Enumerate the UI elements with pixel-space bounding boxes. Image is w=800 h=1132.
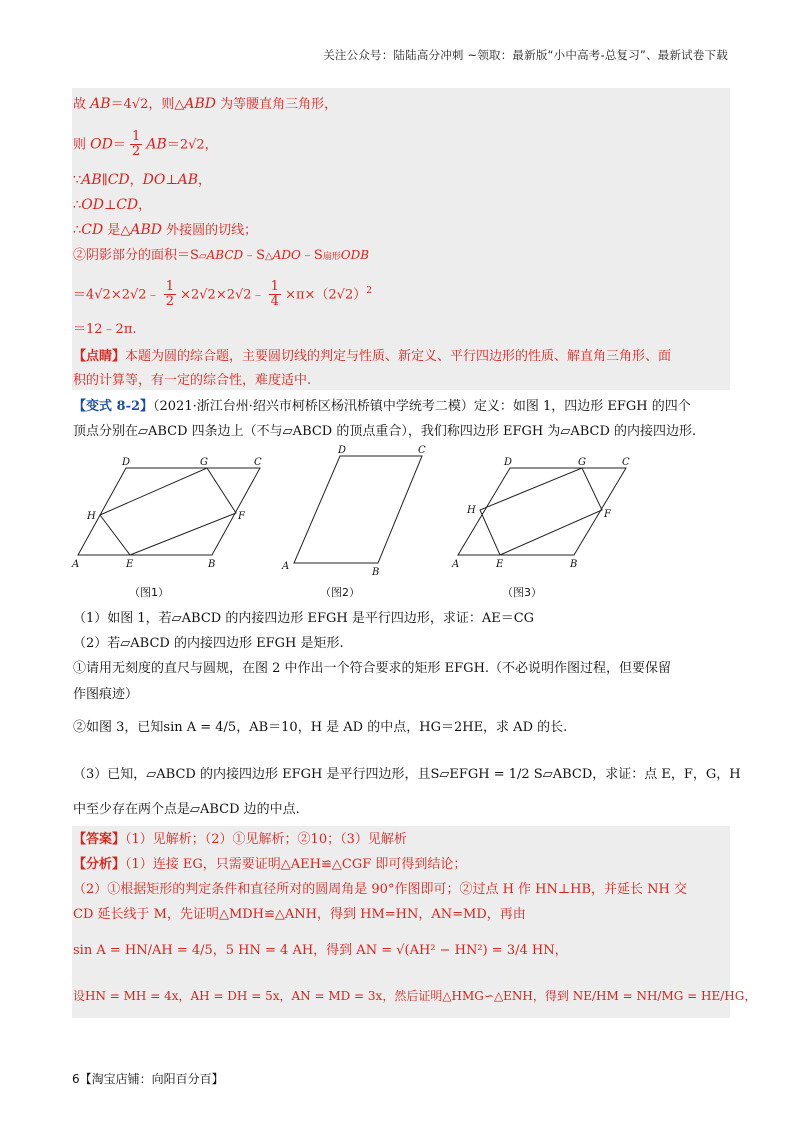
- fig3-label-g: G: [578, 457, 586, 468]
- analysis-line-5: 设HN = MH = 4x，AH = DH = 5x，AN = MD = 3x，然后证明△HMG∽△ENH，得到 NE/HM = NH/MG = HE/HG，: [73, 989, 757, 1003]
- question-3b: 中至少存在两个点是▱ABCD 边的中点.: [73, 802, 300, 817]
- fig1-label-f: F: [238, 511, 245, 522]
- fig1-label-d: D: [122, 457, 131, 468]
- fig3-label-a: A: [452, 559, 460, 570]
- fig1-caption: （图1）: [129, 586, 169, 599]
- fig3-label-b: B: [570, 559, 578, 570]
- analysis-line-1: 【分析】（1）连接 EG，只需要证明△AEH≌△CGF 即可得到结论；: [73, 857, 467, 872]
- problem-line-1: 【变式 8-2】（2021·浙江台州·绍兴市柯桥区杨汛桥镇中学统考二模）定义：如图 1，四边形 EFGH 的四个: [73, 399, 691, 414]
- question-1: （1）如图 1，若▱ABCD 的内接四边形 EFGH 是平行四边形，求证：AE＝CG: [73, 611, 535, 626]
- solution-line-3: ∵AB∥CD，DO⊥AB，: [73, 172, 212, 188]
- solution-line-7: ＝4√2×2√2﹣ $\frac{1}{2}$ ×2√2×2√2﹣ $\frac{1}{4}$ $\times\pi\times(2√2)^2$: [73, 279, 372, 310]
- fig1-label-h: H: [87, 511, 96, 522]
- solution-line-4: ∴OD⊥CD，: [73, 197, 152, 213]
- fig1-label-e: E: [126, 559, 134, 570]
- fig2-label-a: A: [282, 561, 290, 572]
- fig3-caption: （图3）: [502, 586, 542, 599]
- analysis-line-2: （2）①根据矩形的判定条件和直径所对的圆周角是 90°作图即可；②过点 H 作 HN⊥HB，并延长 NH 交: [73, 882, 687, 897]
- question-2: （2）若▱ABCD 的内接四边形 EFGH 是矩形.: [73, 636, 344, 651]
- fig1-label-c: C: [254, 457, 262, 468]
- question-2-1b: 作图痕迹）: [73, 687, 139, 702]
- fig1-label-b: B: [208, 559, 216, 570]
- question-2-2: ②如图 3，已知sin A = 4/5，AB＝10，H 是 AD 的中点，HG＝2HE，求 AD 的长.: [73, 720, 568, 735]
- fig3-label-h: H: [467, 505, 476, 516]
- question-3a: （3）已知，▱ABCD 的内接四边形 EFGH 是平行四边形，且S▱EFGH = 1/2 S▱ABCD，求证：点 E，F，G，H: [73, 767, 741, 782]
- comment-line-1: 【点睛】本题为圆的综合题，主要圆切线的判定与性质、新定义、平行四边形的性质、解直角三角形、面: [73, 349, 672, 364]
- page-footer: 6【淘宝店铺：向阳百分百】: [72, 1072, 224, 1086]
- comment-line-2: 积的计算等，有一定的综合性，难度适中.: [73, 373, 312, 388]
- figure-3: [450, 455, 640, 575]
- fig2-label-b: B: [372, 567, 380, 578]
- figure-2: [280, 443, 440, 578]
- fig1-label-g: G: [200, 457, 208, 468]
- fig1-label-a: A: [72, 559, 80, 570]
- solution-line-6: ②阴影部分的面积＝S▱ABCD﹣S△ADO﹣S扇形ODB: [73, 248, 370, 263]
- fig3-label-c: C: [622, 457, 630, 468]
- problem-line-2: 顶点分别在▱ABCD 四条边上（不与▱ABCD 的顶点重合），我们称四边形 EFGH 为▱ABCD 的内接四边形.: [73, 424, 697, 439]
- fig2-label-c: C: [418, 445, 426, 456]
- solution-line-8: ＝12﹣2π.: [73, 322, 137, 337]
- figure-1: [70, 455, 270, 575]
- solution-line-1: 故 AB＝4√2，则△ABD 为等腰直角三角形，: [73, 96, 338, 112]
- solution-line-5: ∴CD 是△ABD 外接圆的切线；: [73, 222, 258, 238]
- answer-line: 【答案】（1）见解析；（2）①见解析；②10；（3）见解析: [73, 832, 407, 847]
- solution-line-2: 则 OD＝ $\frac{1}{2}$ AB＝2√2，: [73, 129, 218, 160]
- fig2-caption: （图2）: [320, 586, 360, 599]
- fig3-label-d: D: [504, 457, 513, 468]
- fig3-label-f: F: [604, 509, 611, 520]
- fig3-label-e: E: [496, 559, 504, 570]
- page-header: 关注公众号：陆陆高分冲刺 ~领取：最新版“小中高考-总复习”、最新试卷下载: [323, 48, 728, 62]
- analysis-line-3: CD 延长线于 M，先证明△MDH≌△ANH，得到 HM=HN，AN=MD，再由: [73, 907, 526, 922]
- fig2-label-d: D: [338, 445, 347, 456]
- question-2-1a: ①请用无刻度的直尺与圆规，在图 2 中作出一个符合要求的矩形 EFGH.（不必说明作图过程，但要保留: [73, 661, 672, 676]
- analysis-line-4: sin A = HN/AH = 4/5，5 HN = 4 AH，得到 AN = √(AH² − HN²) = 3/4 HN，: [73, 943, 568, 958]
